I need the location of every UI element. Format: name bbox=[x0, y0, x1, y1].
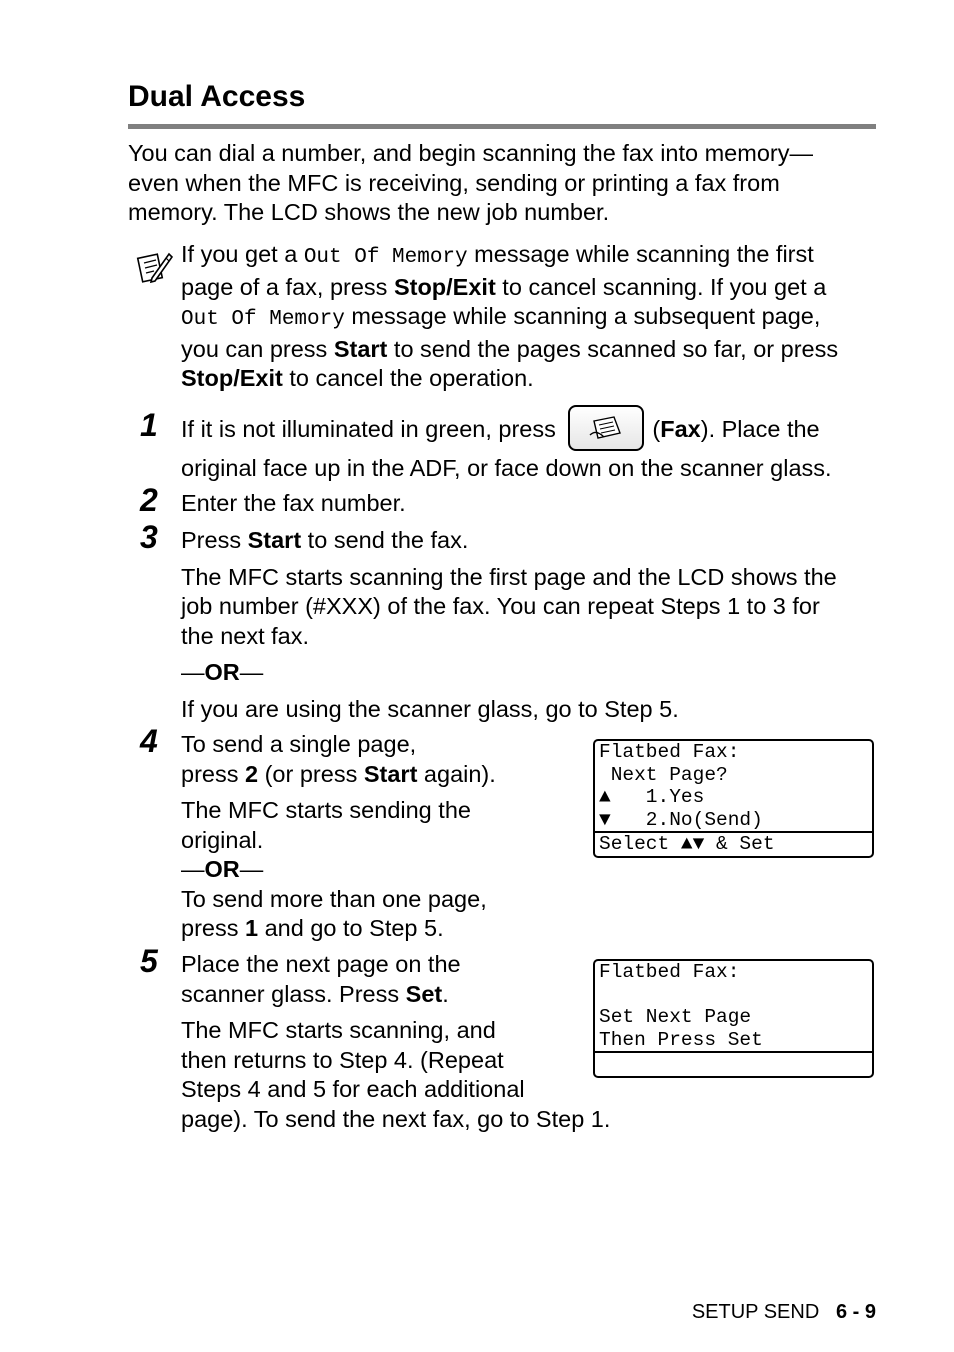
step-number-2: 2 bbox=[140, 482, 158, 518]
step-5-line-5: Steps 4 and 5 for each additional bbox=[181, 1076, 525, 1102]
out-of-memory-message: Out Of Memory bbox=[181, 308, 345, 331]
note-line-2: page of a fax, press Stop/Exit to cancel scanning. If you get a bbox=[181, 273, 827, 300]
step-4-line-3: The MFC starts sending the bbox=[181, 797, 471, 823]
page-title: Dual Access bbox=[128, 80, 306, 113]
intro-line-3: memory. The LCD shows the new job number. bbox=[128, 199, 610, 225]
intro-line-2: even when the MFC is receiving, sending or printing a fax from bbox=[128, 169, 780, 196]
step-4-line-2: press 2 (or press Start again). bbox=[181, 760, 496, 787]
step-number-4: 4 bbox=[140, 723, 158, 759]
step-number-1: 1 bbox=[140, 407, 158, 443]
lcd-row-select: Select ▲▼ & Set bbox=[595, 831, 872, 856]
lcd-row-3: ▲ 1.Yes bbox=[599, 786, 705, 808]
note-pencil-icon bbox=[136, 248, 174, 291]
step-5-line-6: page). To send the next fax, go to Step 1. bbox=[181, 1105, 611, 1132]
page-footer bbox=[692, 1301, 876, 1324]
set-key-label: Set bbox=[405, 980, 443, 1007]
footer-section: SETUP SEND bbox=[691, 1301, 820, 1323]
step-1-line-1: If it is not illuminated in green, press (Fax). Place the bbox=[181, 408, 832, 450]
stop-exit-key-label: Stop/Exit bbox=[393, 273, 496, 300]
step-3-line-5: If you are using the scanner glass, go to Step 5. bbox=[181, 695, 679, 722]
lcd-row-1: Flatbed Fax: bbox=[599, 961, 740, 983]
step-4-line-6: press 1 and go to Step 5. bbox=[181, 915, 444, 941]
lcd-row-3: Set Next Page bbox=[599, 1006, 752, 1028]
step-5-line-2: scanner glass. Press Set. bbox=[181, 980, 449, 1007]
step-1-line-2: original face up in the ADF, or face down on the scanner glass. bbox=[181, 455, 832, 481]
note-line-3: Out Of Memory message while scanning a subsequent page, bbox=[181, 303, 821, 331]
step-4-line-5: To send more than one page, bbox=[181, 885, 487, 912]
fax-key-label: Fax bbox=[660, 416, 701, 443]
fax-key-icon bbox=[568, 405, 644, 451]
lcd-row-4: ▼ 2.No(Send) bbox=[599, 808, 763, 831]
step-3-line-1: Press Start to send the fax. bbox=[181, 527, 469, 553]
out-of-memory-message: Out Of Memory bbox=[303, 246, 468, 269]
step-number-5: 5 bbox=[140, 943, 158, 979]
note-paragraph bbox=[181, 240, 838, 394]
step-4-line-1: To send a single page, bbox=[181, 731, 417, 757]
step-4-text bbox=[181, 730, 496, 944]
step-5-line-1: Place the next page on the bbox=[181, 951, 461, 977]
step-5-text bbox=[181, 950, 610, 1134]
note-line-5: Stop/Exit to cancel the operation. bbox=[181, 365, 534, 391]
lcd-display-set-next-page bbox=[593, 959, 874, 1078]
lcd-row-2: Next Page? bbox=[599, 763, 728, 786]
step-3-line-2: The MFC starts scanning the first page and the LCD shows the bbox=[181, 563, 837, 590]
lcd-row-2 bbox=[595, 984, 872, 1007]
step-3-text bbox=[181, 526, 837, 724]
lcd-row-select bbox=[595, 1051, 872, 1076]
step-number-3: 3 bbox=[140, 519, 158, 555]
step-4-or: —OR— bbox=[181, 856, 264, 882]
step-3-or: —OR— bbox=[181, 659, 264, 685]
step-3-line-4: the next fax. bbox=[181, 622, 310, 649]
note-line-4: you can press Start to send the pages scanned so far, or press bbox=[181, 335, 839, 362]
lcd-row-1: Flatbed Fax: bbox=[599, 741, 740, 763]
step-5-line-3: The MFC starts scanning, and bbox=[181, 1017, 496, 1043]
note-line-1: If you get a Out Of Memory message while scanning the first bbox=[181, 241, 814, 269]
step-5-line-4: then returns to Step 4. (Repeat bbox=[181, 1046, 504, 1073]
intro-line-1: You can dial a number, and begin scanning the fax into memory— bbox=[128, 140, 813, 166]
step-3-line-3: job number (#XXX) of the fax. You can repeat Steps 1 to 3 for bbox=[181, 593, 820, 619]
start-key-label: Start bbox=[363, 760, 418, 787]
title-rule bbox=[128, 124, 876, 129]
intro-paragraph bbox=[128, 139, 813, 228]
start-key-label: Start bbox=[333, 335, 388, 362]
start-key-label: Start bbox=[247, 527, 302, 553]
stop-exit-key-label: Stop/Exit bbox=[181, 365, 283, 391]
lcd-row-4: Then Press Set bbox=[599, 1028, 763, 1051]
step-2-text: Enter the fax number. bbox=[181, 490, 406, 516]
step-1-text bbox=[181, 408, 832, 484]
footer-page-number: 6 - 9 bbox=[835, 1301, 876, 1323]
lcd-display-next-page bbox=[593, 739, 874, 858]
step-4-line-4: original. bbox=[181, 826, 264, 853]
